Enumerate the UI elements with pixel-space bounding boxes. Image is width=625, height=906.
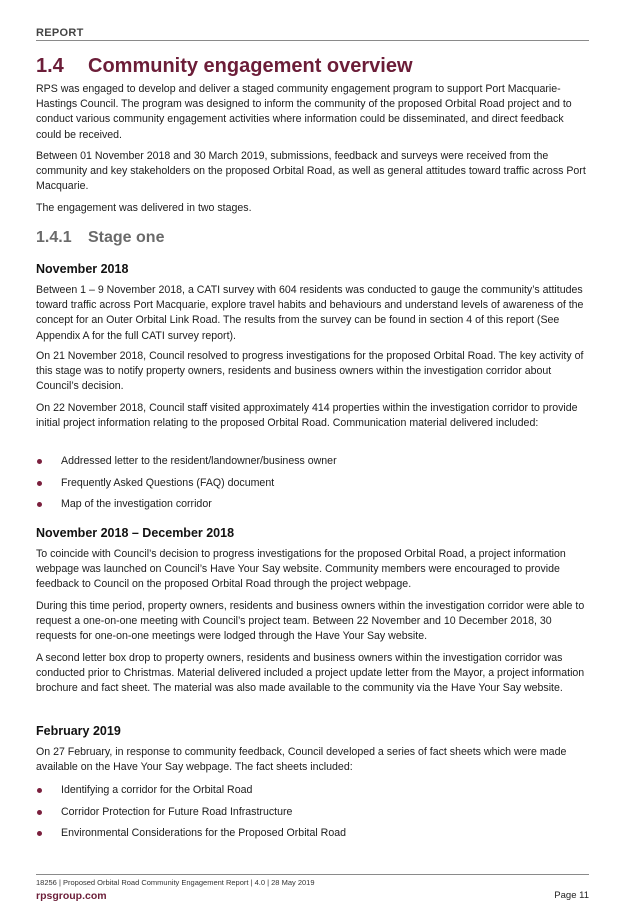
feb2019-paragraph-1: On 27 February, in response to community feedback, Council developed a series of fact sheets which were made available on the Have Your Say webpage. The fact sheets included: — [36, 746, 567, 774]
subsection-heading — [36, 229, 164, 247]
list-item-text: Corridor Protection for Future Road Infrastructure — [61, 806, 293, 818]
header-label: REPORT — [36, 27, 84, 39]
list-item-text: Map of the investigation corridor — [61, 498, 212, 510]
heading-november-december-2018: November 2018 – December 2018 — [36, 526, 235, 540]
nov2018-paragraph-3: On 22 November 2018, Council staff visited approximately 414 properties within the investigation corridor to provide initial project information relating to the proposed Orbital Road. Communication material delivered included: — [36, 402, 578, 430]
bullet-icon — [37, 459, 42, 464]
section-number: 1.4 — [36, 55, 64, 77]
intro-paragraph-3: The engagement was delivered in two stages. — [36, 202, 252, 214]
header-rule — [36, 40, 589, 41]
footer-rule — [36, 874, 589, 875]
intro-paragraph-2: Between 01 November 2018 and 30 March 2019, submissions, feedback and surveys were received from the community and key stakeholders on the proposed Orbital Road, as well as general attitudes toward traffic across Port Macquarie. — [36, 150, 586, 193]
subsection-number: 1.4.1 — [36, 229, 72, 246]
subsection-title: Stage one — [88, 229, 165, 246]
novdec2018-paragraph-2: During this time period, property owners, residents and business owners within the investigation corridor were able to request a one-on-one meeting with Council’s project team. Between 22 November and 10 December 2018, 30 requests for one-on-one meetings were lodged through the Have Your Say website. — [36, 600, 585, 643]
novdec2018-paragraph-3: A second letter box drop to property owners, residents and business owners within the investigation corridor was conducted prior to Christmas. Material delivered included a project update letter from the Mayor, a project information brochure and fact sheet. The material was also made available to the community via the Have Your Say website. — [36, 652, 585, 695]
novdec2018-paragraph-1: To coincide with Council’s decision to progress investigations for the proposed Orbital Road, a project information webpage was launched on Council’s Have Your Say website. Community members were encouraged to provide feedback to Council on the proposed Orbital Road through the project webpage. — [36, 548, 566, 591]
heading-november-2018: November 2018 — [36, 262, 129, 276]
footer-website-link[interactable]: rpsgroup.com — [36, 890, 107, 902]
nov2018-paragraph-2: On 21 November 2018, Council resolved to progress investigations for the proposed Orbital Road. The key activity of this stage was to notify property owners, residents and business owners within the investigation corridor about Council’s decision. — [36, 350, 584, 393]
section-title: Community engagement overview — [88, 55, 413, 77]
report-page — [36, 0, 589, 906]
nov2018-paragraph-1: Between 1 – 9 November 2018, a CATI survey with 604 residents was conducted to gauge the community’s attitudes toward traffic across Port Macquarie, explore travel habits and behaviours and understand levels of awareness of the concept for an Outer Orbital Link Road. The results from the survey can be found in section 4 of this report (See Appendix A for the full CATI survey report). — [36, 284, 584, 342]
bullet-icon — [37, 788, 42, 793]
bullet-icon — [37, 502, 42, 507]
list-item-text: Identifying a corridor for the Orbital Road — [61, 784, 253, 796]
bullet-icon — [37, 831, 42, 836]
list-item-text: Addressed letter to the resident/landowner/business owner — [61, 455, 337, 467]
bullet-icon — [37, 481, 42, 486]
bullet-icon — [37, 810, 42, 815]
section-heading — [36, 55, 413, 78]
footer-meta: 18256 | Proposed Orbital Road Community Engagement Report | 4.0 | 28 May 2019 — [36, 878, 315, 887]
heading-february-2019: February 2019 — [36, 724, 121, 738]
intro-paragraph-1: RPS was engaged to develop and deliver a staged community engagement program to support Port Macquarie-Hastings Council. The program was designed to inform the community of the proposed Orbital Road project and to conduct various community engagement activities where information could be disseminated, and direct feedback could be received. — [36, 83, 572, 141]
page-number: Page 11 — [554, 890, 589, 901]
list-item-text: Environmental Considerations for the Proposed Orbital Road — [61, 827, 347, 839]
list-item-text: Frequently Asked Questions (FAQ) document — [61, 477, 275, 489]
